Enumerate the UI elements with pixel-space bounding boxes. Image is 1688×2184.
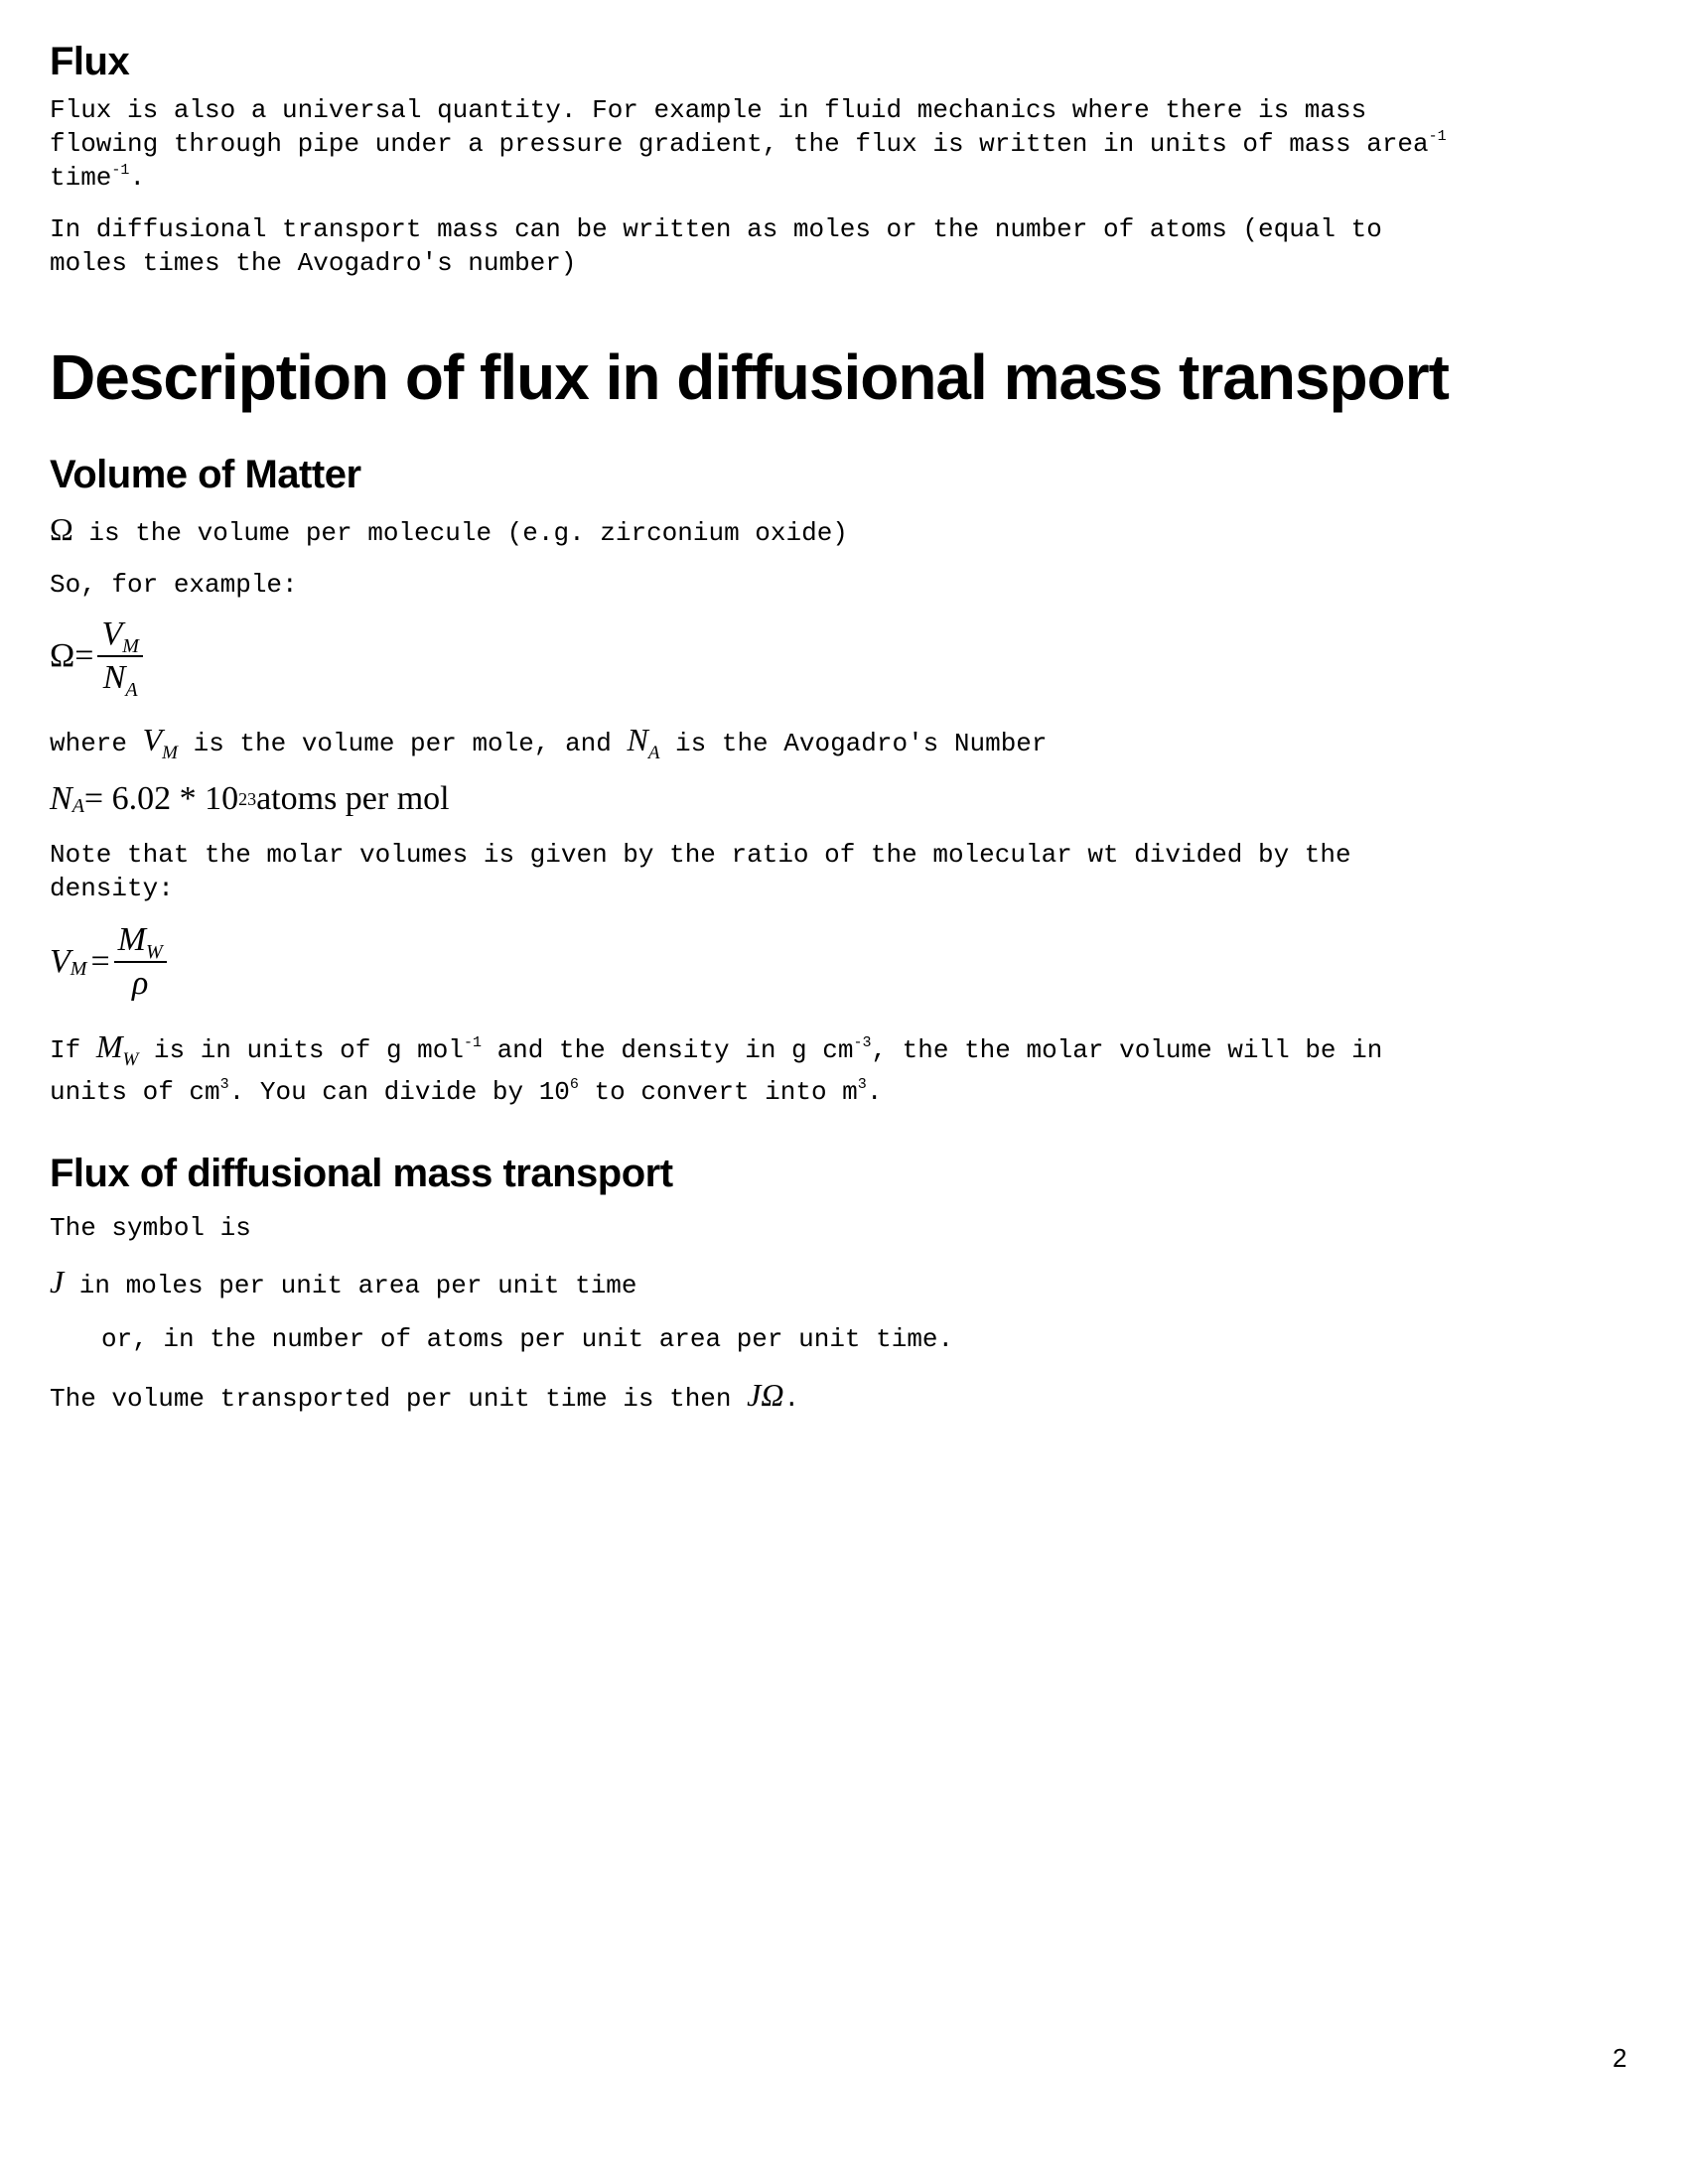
avogadro-equation: N A = 6.02 * 10 23 atoms per mol: [50, 779, 450, 818]
flux-heading: Flux: [50, 40, 130, 83]
omega-definition: Ω is the volume per molecule (e.g. zirconium oxide): [50, 510, 848, 548]
document-page: [50, 38, 1638, 1416]
molar-volume-equation: V M = $\frac{M_W}{\rho}$: [50, 921, 1638, 1003]
volume-heading: Volume of Matter: [50, 452, 361, 496]
volume-transported-line: The volume transported per unit time is then JΩ.: [50, 1376, 800, 1414]
note-paragraph: Note that the molar volumes is given by the ratio of the molecular wt divided by the density:: [50, 839, 1351, 903]
main-title: Description of flux in diffusional mass transport: [50, 341, 1449, 413]
where-line: where $V_M$ is the volume per mole, and $N_A$ is the Avogadro's Number: [50, 721, 1048, 763]
or-line: or, in the number of atoms per unit area per unit time.: [101, 1323, 954, 1354]
j-definition: J in moles per unit area per unit time: [50, 1263, 637, 1300]
flux-diffusional-heading: Flux of diffusional mass transport: [50, 1151, 673, 1195]
units-paragraph: If $M_W$ is in units of g mol$^{-1}$ and the density in g $cm^{-3}$, the the molar volume will be in units of $cm^3$. You can divide by $10^6$ to convert into $m^3$.: [50, 1027, 1383, 1107]
omega-equation: Ω = $\frac{V_M}{N_A}$: [50, 615, 1638, 697]
symbol-line: The symbol is: [50, 1212, 251, 1243]
flux-paragraph-2: In diffusional transport mass can be written as moles or the number of atoms (equal to moles times the Avogadro's number): [50, 214, 1382, 278]
page-number: 2: [1613, 2043, 1627, 2073]
so-for-example: So, for example:: [50, 569, 298, 600]
flux-paragraph-1: Flux is also a universal quantity. For example in fluid mechanics where there is mass flowing through pipe under a pressure gradient, the flux is written in units of mass area$^{-1}$ time$^{-1}$.: [50, 95, 1447, 193]
